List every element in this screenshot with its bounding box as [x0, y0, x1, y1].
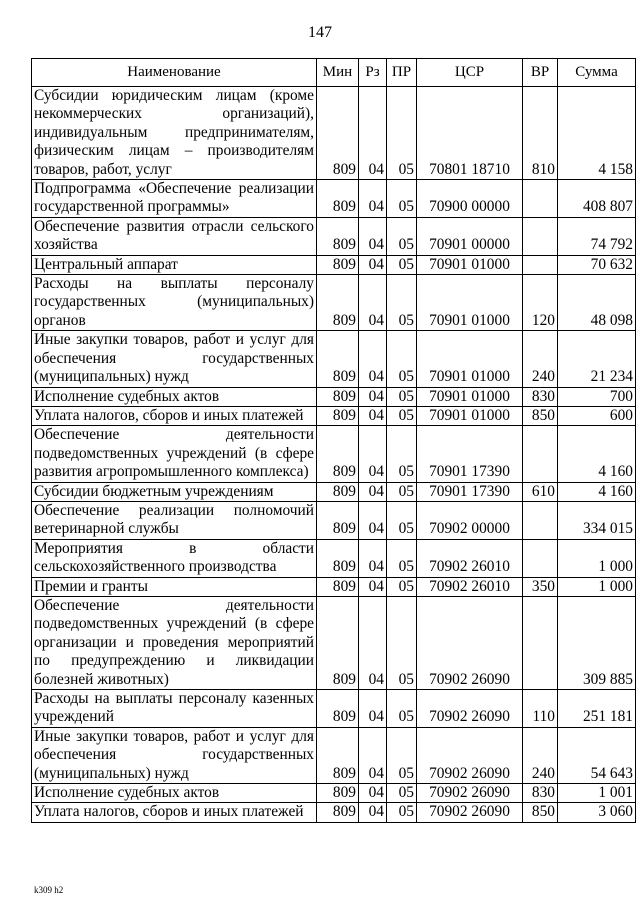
- header-sum: Сумма: [558, 59, 636, 87]
- cell-csr: 70902 26090: [417, 596, 523, 689]
- cell-name: Подпрограмма «Обеспечение реализации государственной программы»: [32, 180, 317, 218]
- table-row: [32, 784, 636, 803]
- cell-csr: 70902 00000: [417, 501, 523, 539]
- cell-name: Уплата налогов, сборов и иных платежей: [32, 406, 317, 425]
- cell-min: 809: [317, 803, 359, 822]
- cell-vr: 850: [523, 803, 558, 822]
- cell-vr: 120: [523, 275, 558, 331]
- table-row: [32, 387, 636, 406]
- cell-rz: 04: [359, 87, 387, 180]
- budget-table: [31, 58, 636, 823]
- cell-pr: 05: [387, 331, 417, 387]
- cell-vr: 240: [523, 727, 558, 783]
- cell-pr: 05: [387, 803, 417, 822]
- cell-vr: [523, 539, 558, 577]
- table-row: [32, 255, 636, 274]
- cell-csr: 70902 26090: [417, 803, 523, 822]
- cell-pr: 05: [387, 501, 417, 539]
- cell-csr: 70901 00000: [417, 217, 523, 255]
- cell-pr: 05: [387, 87, 417, 180]
- cell-pr: 05: [387, 387, 417, 406]
- cell-vr: 830: [523, 387, 558, 406]
- table-row: [32, 406, 636, 425]
- header-min: Мин: [317, 59, 359, 87]
- table-row: [32, 803, 636, 822]
- cell-min: 809: [317, 577, 359, 596]
- cell-csr: 70801 18710: [417, 87, 523, 180]
- cell-pr: 05: [387, 217, 417, 255]
- cell-rz: 04: [359, 803, 387, 822]
- cell-sum: 1 001: [558, 784, 636, 803]
- cell-pr: 05: [387, 482, 417, 501]
- page-number: 147: [308, 24, 332, 41]
- cell-name: Исполнение судебных актов: [32, 784, 317, 803]
- cell-min: 809: [317, 482, 359, 501]
- cell-sum: 408 807: [558, 180, 636, 218]
- cell-vr: 850: [523, 406, 558, 425]
- cell-sum: 21 234: [558, 331, 636, 387]
- cell-vr: 810: [523, 87, 558, 180]
- cell-sum: 4 160: [558, 482, 636, 501]
- cell-vr: 830: [523, 784, 558, 803]
- table-body: [32, 87, 636, 823]
- cell-csr: 70901 17390: [417, 482, 523, 501]
- table-row: [32, 690, 636, 728]
- cell-min: 809: [317, 596, 359, 689]
- cell-sum: 700: [558, 387, 636, 406]
- cell-csr: 70902 26090: [417, 784, 523, 803]
- cell-min: 809: [317, 426, 359, 482]
- cell-min: 809: [317, 387, 359, 406]
- cell-min: 809: [317, 255, 359, 274]
- cell-csr: 70902 26010: [417, 577, 523, 596]
- cell-rz: 04: [359, 387, 387, 406]
- cell-min: 809: [317, 406, 359, 425]
- table-row: [32, 331, 636, 387]
- table-row: [32, 501, 636, 539]
- cell-rz: 04: [359, 180, 387, 218]
- cell-sum: 334 015: [558, 501, 636, 539]
- cell-rz: 04: [359, 217, 387, 255]
- cell-pr: 05: [387, 690, 417, 728]
- cell-rz: 04: [359, 501, 387, 539]
- cell-min: 809: [317, 727, 359, 783]
- header-name: Наименование: [32, 59, 317, 87]
- cell-csr: 70901 01000: [417, 275, 523, 331]
- table-row: [32, 180, 636, 218]
- cell-vr: [523, 501, 558, 539]
- cell-pr: 05: [387, 784, 417, 803]
- cell-vr: 110: [523, 690, 558, 728]
- cell-rz: 04: [359, 727, 387, 783]
- footer-code: k309 h2: [34, 885, 64, 895]
- cell-vr: 610: [523, 482, 558, 501]
- cell-min: 809: [317, 87, 359, 180]
- cell-csr: 70901 01000: [417, 331, 523, 387]
- cell-pr: 05: [387, 180, 417, 218]
- cell-min: 809: [317, 217, 359, 255]
- table-row: [32, 275, 636, 331]
- cell-name: Мероприятия в области сельскохозяйственного производства: [32, 539, 317, 577]
- cell-rz: 04: [359, 539, 387, 577]
- table-row: [32, 87, 636, 180]
- header-csr: ЦСР: [417, 59, 523, 87]
- cell-name: Расходы на выплаты персоналу казенных учреждений: [32, 690, 317, 728]
- table-row: [32, 539, 636, 577]
- cell-sum: 1 000: [558, 539, 636, 577]
- cell-name: Обеспечение реализации полномочий ветеринарной службы: [32, 501, 317, 539]
- table-row: [32, 727, 636, 783]
- cell-pr: 05: [387, 255, 417, 274]
- cell-min: 809: [317, 539, 359, 577]
- cell-rz: 04: [359, 255, 387, 274]
- cell-pr: 05: [387, 275, 417, 331]
- cell-min: 809: [317, 180, 359, 218]
- cell-min: 809: [317, 501, 359, 539]
- cell-sum: 4 160: [558, 426, 636, 482]
- cell-name: Обеспечение развития отрасли сельского хозяйства: [32, 217, 317, 255]
- cell-rz: 04: [359, 596, 387, 689]
- table-row: [32, 577, 636, 596]
- cell-name: Субсидии юридическим лицам (кроме некоммерческих организаций), индивидуальным предпринимателям, физическим лицам – производителям товаров, работ, услуг: [32, 87, 317, 180]
- cell-sum: 70 632: [558, 255, 636, 274]
- cell-min: 809: [317, 690, 359, 728]
- cell-csr: 70902 26090: [417, 690, 523, 728]
- header-vr: ВР: [523, 59, 558, 87]
- cell-name: Обеспечение деятельности подведомственных учреждений (в сфере организации и проведения мероприятий по предупреждению и ликвидации болезней животных): [32, 596, 317, 689]
- cell-sum: 3 060: [558, 803, 636, 822]
- cell-rz: 04: [359, 690, 387, 728]
- cell-sum: 251 181: [558, 690, 636, 728]
- cell-sum: 74 792: [558, 217, 636, 255]
- cell-vr: [523, 596, 558, 689]
- cell-min: 809: [317, 784, 359, 803]
- header-rz: Рз: [359, 59, 387, 87]
- table-row: [32, 426, 636, 482]
- cell-rz: 04: [359, 406, 387, 425]
- cell-csr: 70902 26010: [417, 539, 523, 577]
- cell-sum: 54 643: [558, 727, 636, 783]
- cell-pr: 05: [387, 426, 417, 482]
- cell-rz: 04: [359, 482, 387, 501]
- cell-name: Уплата налогов, сборов и иных платежей: [32, 803, 317, 822]
- cell-csr: 70900 00000: [417, 180, 523, 218]
- cell-vr: 240: [523, 331, 558, 387]
- cell-vr: [523, 426, 558, 482]
- cell-csr: 70901 01000: [417, 255, 523, 274]
- cell-name: Иные закупки товаров, работ и услуг для обеспечения государственных (муниципальных) нужд: [32, 331, 317, 387]
- cell-sum: 4 158: [558, 87, 636, 180]
- cell-vr: 350: [523, 577, 558, 596]
- cell-sum: 1 000: [558, 577, 636, 596]
- cell-pr: 05: [387, 406, 417, 425]
- cell-csr: 70902 26090: [417, 727, 523, 783]
- cell-rz: 04: [359, 426, 387, 482]
- table-header-row: [32, 59, 636, 87]
- header-pr: ПР: [387, 59, 417, 87]
- cell-csr: 70901 17390: [417, 426, 523, 482]
- cell-name: Центральный аппарат: [32, 255, 317, 274]
- cell-pr: 05: [387, 596, 417, 689]
- cell-name: Иные закупки товаров, работ и услуг для обеспечения государственных (муниципальных) нужд: [32, 727, 317, 783]
- cell-rz: 04: [359, 331, 387, 387]
- cell-vr: [523, 180, 558, 218]
- cell-vr: [523, 255, 558, 274]
- cell-csr: 70901 01000: [417, 406, 523, 425]
- cell-sum: 600: [558, 406, 636, 425]
- cell-min: 809: [317, 331, 359, 387]
- cell-rz: 04: [359, 784, 387, 803]
- cell-pr: 05: [387, 539, 417, 577]
- cell-sum: 48 098: [558, 275, 636, 331]
- cell-rz: 04: [359, 275, 387, 331]
- cell-sum: 309 885: [558, 596, 636, 689]
- cell-name: Премии и гранты: [32, 577, 317, 596]
- table-row: [32, 217, 636, 255]
- table-row: [32, 482, 636, 501]
- table-row: [32, 596, 636, 689]
- cell-name: Обеспечение деятельности подведомственных учреждений (в сфере развития агропромышленного комплекса): [32, 426, 317, 482]
- cell-vr: [523, 217, 558, 255]
- cell-pr: 05: [387, 577, 417, 596]
- cell-name: Исполнение судебных актов: [32, 387, 317, 406]
- cell-pr: 05: [387, 727, 417, 783]
- cell-name: Расходы на выплаты персоналу государственных (муниципальных) органов: [32, 275, 317, 331]
- cell-min: 809: [317, 275, 359, 331]
- cell-rz: 04: [359, 577, 387, 596]
- cell-name: Субсидии бюджетным учреждениям: [32, 482, 317, 501]
- cell-csr: 70901 01000: [417, 387, 523, 406]
